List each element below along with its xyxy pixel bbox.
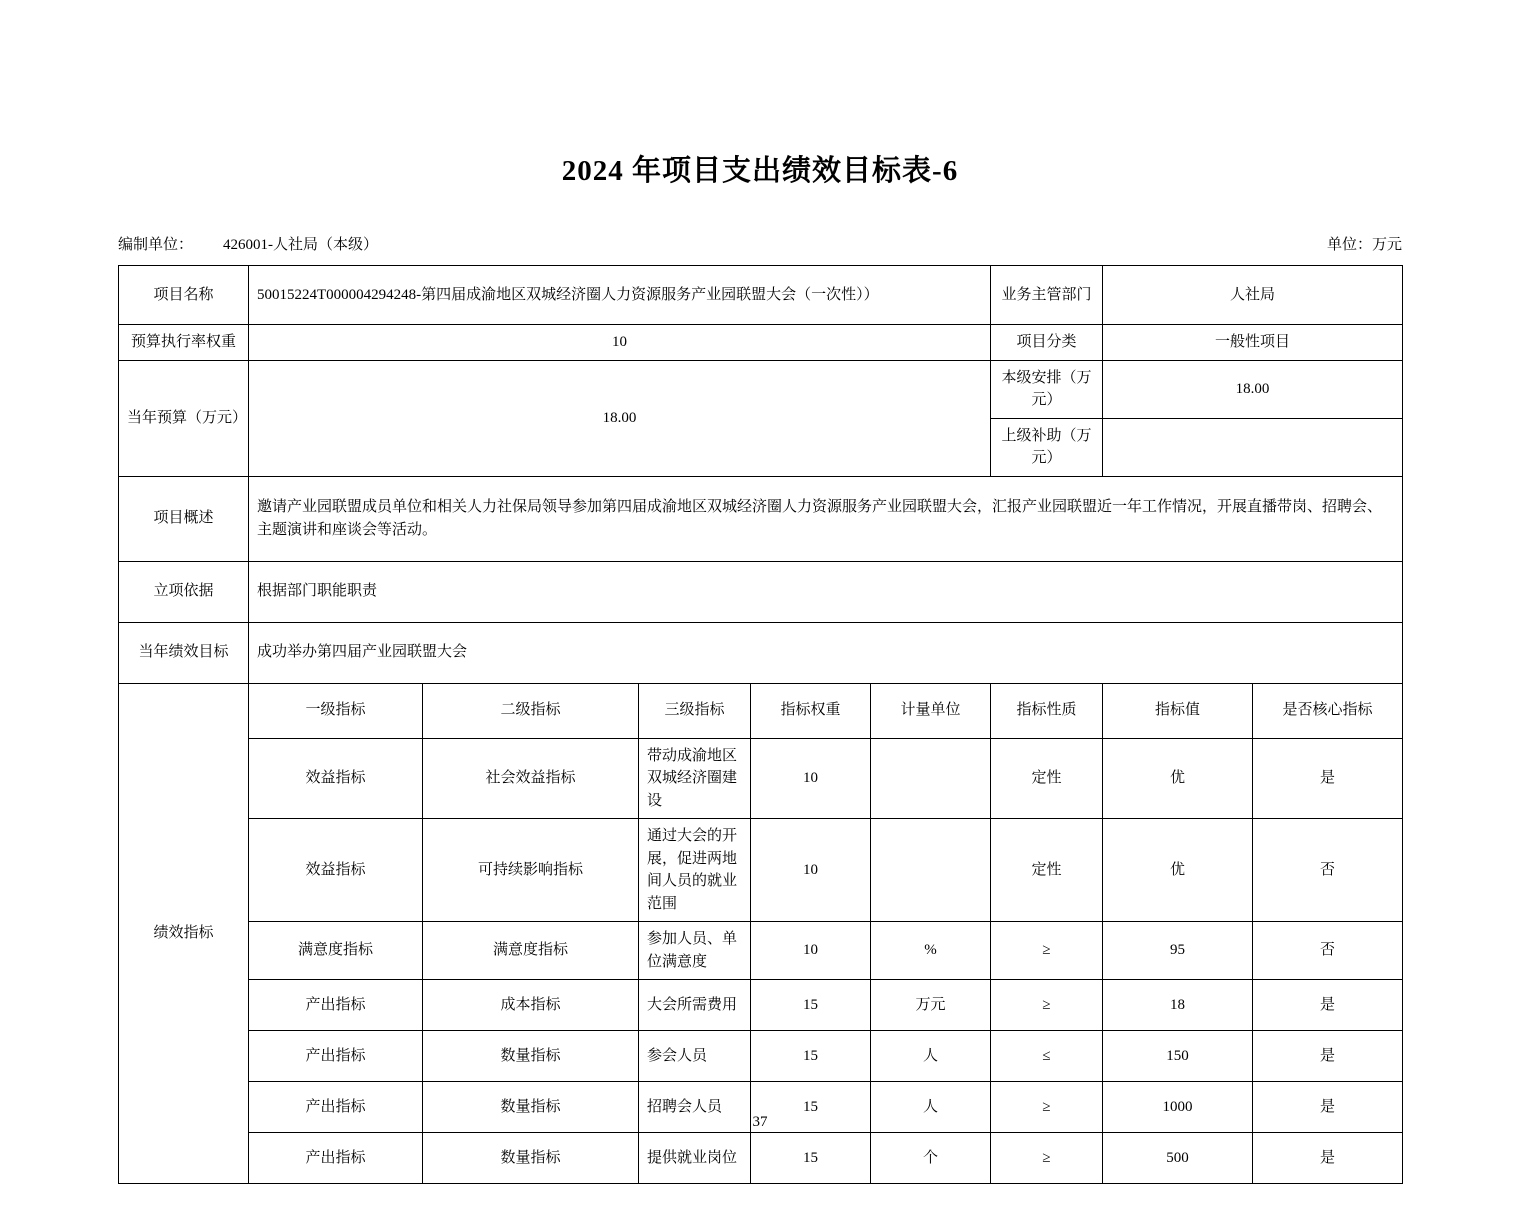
overview-label: 项目概述 <box>119 476 249 561</box>
table-row <box>119 819 1403 922</box>
cell-level1: 效益指标 <box>249 819 423 922</box>
perf-indicator-label: 绩效指标 <box>119 683 249 1184</box>
table-row <box>119 476 1403 561</box>
cell-value: 优 <box>1103 819 1253 922</box>
cell-unit: 人 <box>871 1082 991 1133</box>
annual-goal-label: 当年绩效目标 <box>119 622 249 683</box>
table-row <box>119 922 1403 980</box>
dept-value: 人社局 <box>1103 266 1403 325</box>
cell-nature: ≥ <box>991 1082 1103 1133</box>
local-arrange-label: 本级安排（万元） <box>991 360 1103 418</box>
cell-value: 1000 <box>1103 1082 1253 1133</box>
cell-value: 18 <box>1103 980 1253 1031</box>
annual-goal-value: 成功举办第四届产业园联盟大会 <box>249 622 1403 683</box>
cell-level3: 大会所需费用 <box>639 980 751 1031</box>
header-level1: 一级指标 <box>249 683 423 738</box>
exec-weight-label: 预算执行率权重 <box>119 325 249 361</box>
compiling-unit-value: 426001-人社局（本级） <box>223 237 379 253</box>
cell-unit <box>871 738 991 819</box>
basis-label: 立项依据 <box>119 561 249 622</box>
cell-core: 是 <box>1253 1082 1403 1133</box>
cell-weight: 15 <box>751 1133 871 1184</box>
dept-label: 业务主管部门 <box>991 266 1103 325</box>
cell-level1: 满意度指标 <box>249 922 423 980</box>
header-nature: 指标性质 <box>991 683 1103 738</box>
compiling-unit <box>118 233 378 254</box>
upper-subsidy-label: 上级补助（万元） <box>991 418 1103 476</box>
header-weight: 指标权重 <box>751 683 871 738</box>
table-row <box>119 325 1403 361</box>
header-level2: 二级指标 <box>423 683 639 738</box>
cell-level3: 参加人员、单位满意度 <box>639 922 751 980</box>
exec-weight-value: 10 <box>249 325 991 361</box>
project-name-value: 50015224T000004294248-第四届成渝地区双城经济圈人力资源服务产业园联盟大会（一次性）） <box>249 266 991 325</box>
cell-nature: 定性 <box>991 738 1103 819</box>
cell-core: 是 <box>1253 1133 1403 1184</box>
meta-row <box>118 233 1402 254</box>
amount-unit-label: 单位：万元 <box>1326 237 1402 253</box>
cell-level3: 带动成渝地区双城经济圈建设 <box>639 738 751 819</box>
budget-label: 当年预算（万元） <box>119 360 249 476</box>
cell-level3: 招聘会人员 <box>639 1082 751 1133</box>
table-row <box>119 622 1403 683</box>
cell-weight: 15 <box>751 1031 871 1082</box>
cell-nature: ≤ <box>991 1031 1103 1082</box>
table-row <box>119 738 1403 819</box>
header-value: 指标值 <box>1103 683 1253 738</box>
document-page <box>0 148 1520 1222</box>
cell-level1: 产出指标 <box>249 1031 423 1082</box>
indicator-header-row <box>119 683 1403 738</box>
cell-nature: ≥ <box>991 922 1103 980</box>
cell-core: 是 <box>1253 980 1403 1031</box>
cell-level2: 可持续影响指标 <box>423 819 639 922</box>
project-name-label: 项目名称 <box>119 266 249 325</box>
cell-level2: 数量指标 <box>423 1133 639 1184</box>
table-row <box>119 1133 1403 1184</box>
cell-core: 否 <box>1253 819 1403 922</box>
cell-unit: % <box>871 922 991 980</box>
cell-level1: 产出指标 <box>249 980 423 1031</box>
cell-level3: 通过大会的开展，促进两地间人员的就业范围 <box>639 819 751 922</box>
cell-level2: 数量指标 <box>423 1082 639 1133</box>
cell-core: 是 <box>1253 738 1403 819</box>
cell-unit: 人 <box>871 1031 991 1082</box>
cell-nature: ≥ <box>991 1133 1103 1184</box>
overview-value: 邀请产业园联盟成员单位和相关人力社保局领导参加第四届成渝地区双城经济圈人力资源服务产业园联盟大会，汇报产业园联盟近一年工作情况，开展直播带岗、招聘会、主题演讲和座谈会等活动。 <box>249 476 1403 561</box>
category-value: 一般性项目 <box>1103 325 1403 361</box>
cell-level2: 成本指标 <box>423 980 639 1031</box>
cell-core: 是 <box>1253 1031 1403 1082</box>
cell-level1: 产出指标 <box>249 1082 423 1133</box>
table-row <box>119 980 1403 1031</box>
cell-core: 否 <box>1253 922 1403 980</box>
cell-value: 95 <box>1103 922 1253 980</box>
cell-nature: ≥ <box>991 980 1103 1031</box>
page-number: 37 <box>752 1114 768 1130</box>
header-core: 是否核心指标 <box>1253 683 1403 738</box>
cell-value: 150 <box>1103 1031 1253 1082</box>
cell-level3: 参会人员 <box>639 1031 751 1082</box>
upper-subsidy-value <box>1103 418 1403 476</box>
cell-level1: 产出指标 <box>249 1133 423 1184</box>
header-level3: 三级指标 <box>639 683 751 738</box>
budget-value: 18.00 <box>249 360 991 476</box>
basis-value: 根据部门职能职责 <box>249 561 1403 622</box>
table-row <box>119 360 1403 418</box>
cell-level3: 提供就业岗位 <box>639 1133 751 1184</box>
performance-goal-table <box>118 265 1403 1184</box>
cell-weight: 10 <box>751 738 871 819</box>
cell-level2: 社会效益指标 <box>423 738 639 819</box>
compiling-unit-label: 编制单位： <box>118 237 194 253</box>
table-row <box>119 561 1403 622</box>
cell-nature: 定性 <box>991 819 1103 922</box>
cell-value: 优 <box>1103 738 1253 819</box>
cell-weight: 15 <box>751 980 871 1031</box>
category-label: 项目分类 <box>991 325 1103 361</box>
cell-value: 500 <box>1103 1133 1253 1184</box>
cell-weight: 10 <box>751 922 871 980</box>
cell-weight: 15 <box>751 1082 871 1133</box>
cell-level2: 数量指标 <box>423 1031 639 1082</box>
cell-unit: 万元 <box>871 980 991 1031</box>
page-title: 2024 年项目支出绩效目标表-6 <box>561 155 959 187</box>
cell-weight: 10 <box>751 819 871 922</box>
cell-unit <box>871 819 991 922</box>
cell-level2: 满意度指标 <box>423 922 639 980</box>
table-row <box>119 266 1403 325</box>
cell-unit: 个 <box>871 1133 991 1184</box>
header-unit: 计量单位 <box>871 683 991 738</box>
cell-level1: 效益指标 <box>249 738 423 819</box>
local-arrange-value: 18.00 <box>1103 360 1403 418</box>
